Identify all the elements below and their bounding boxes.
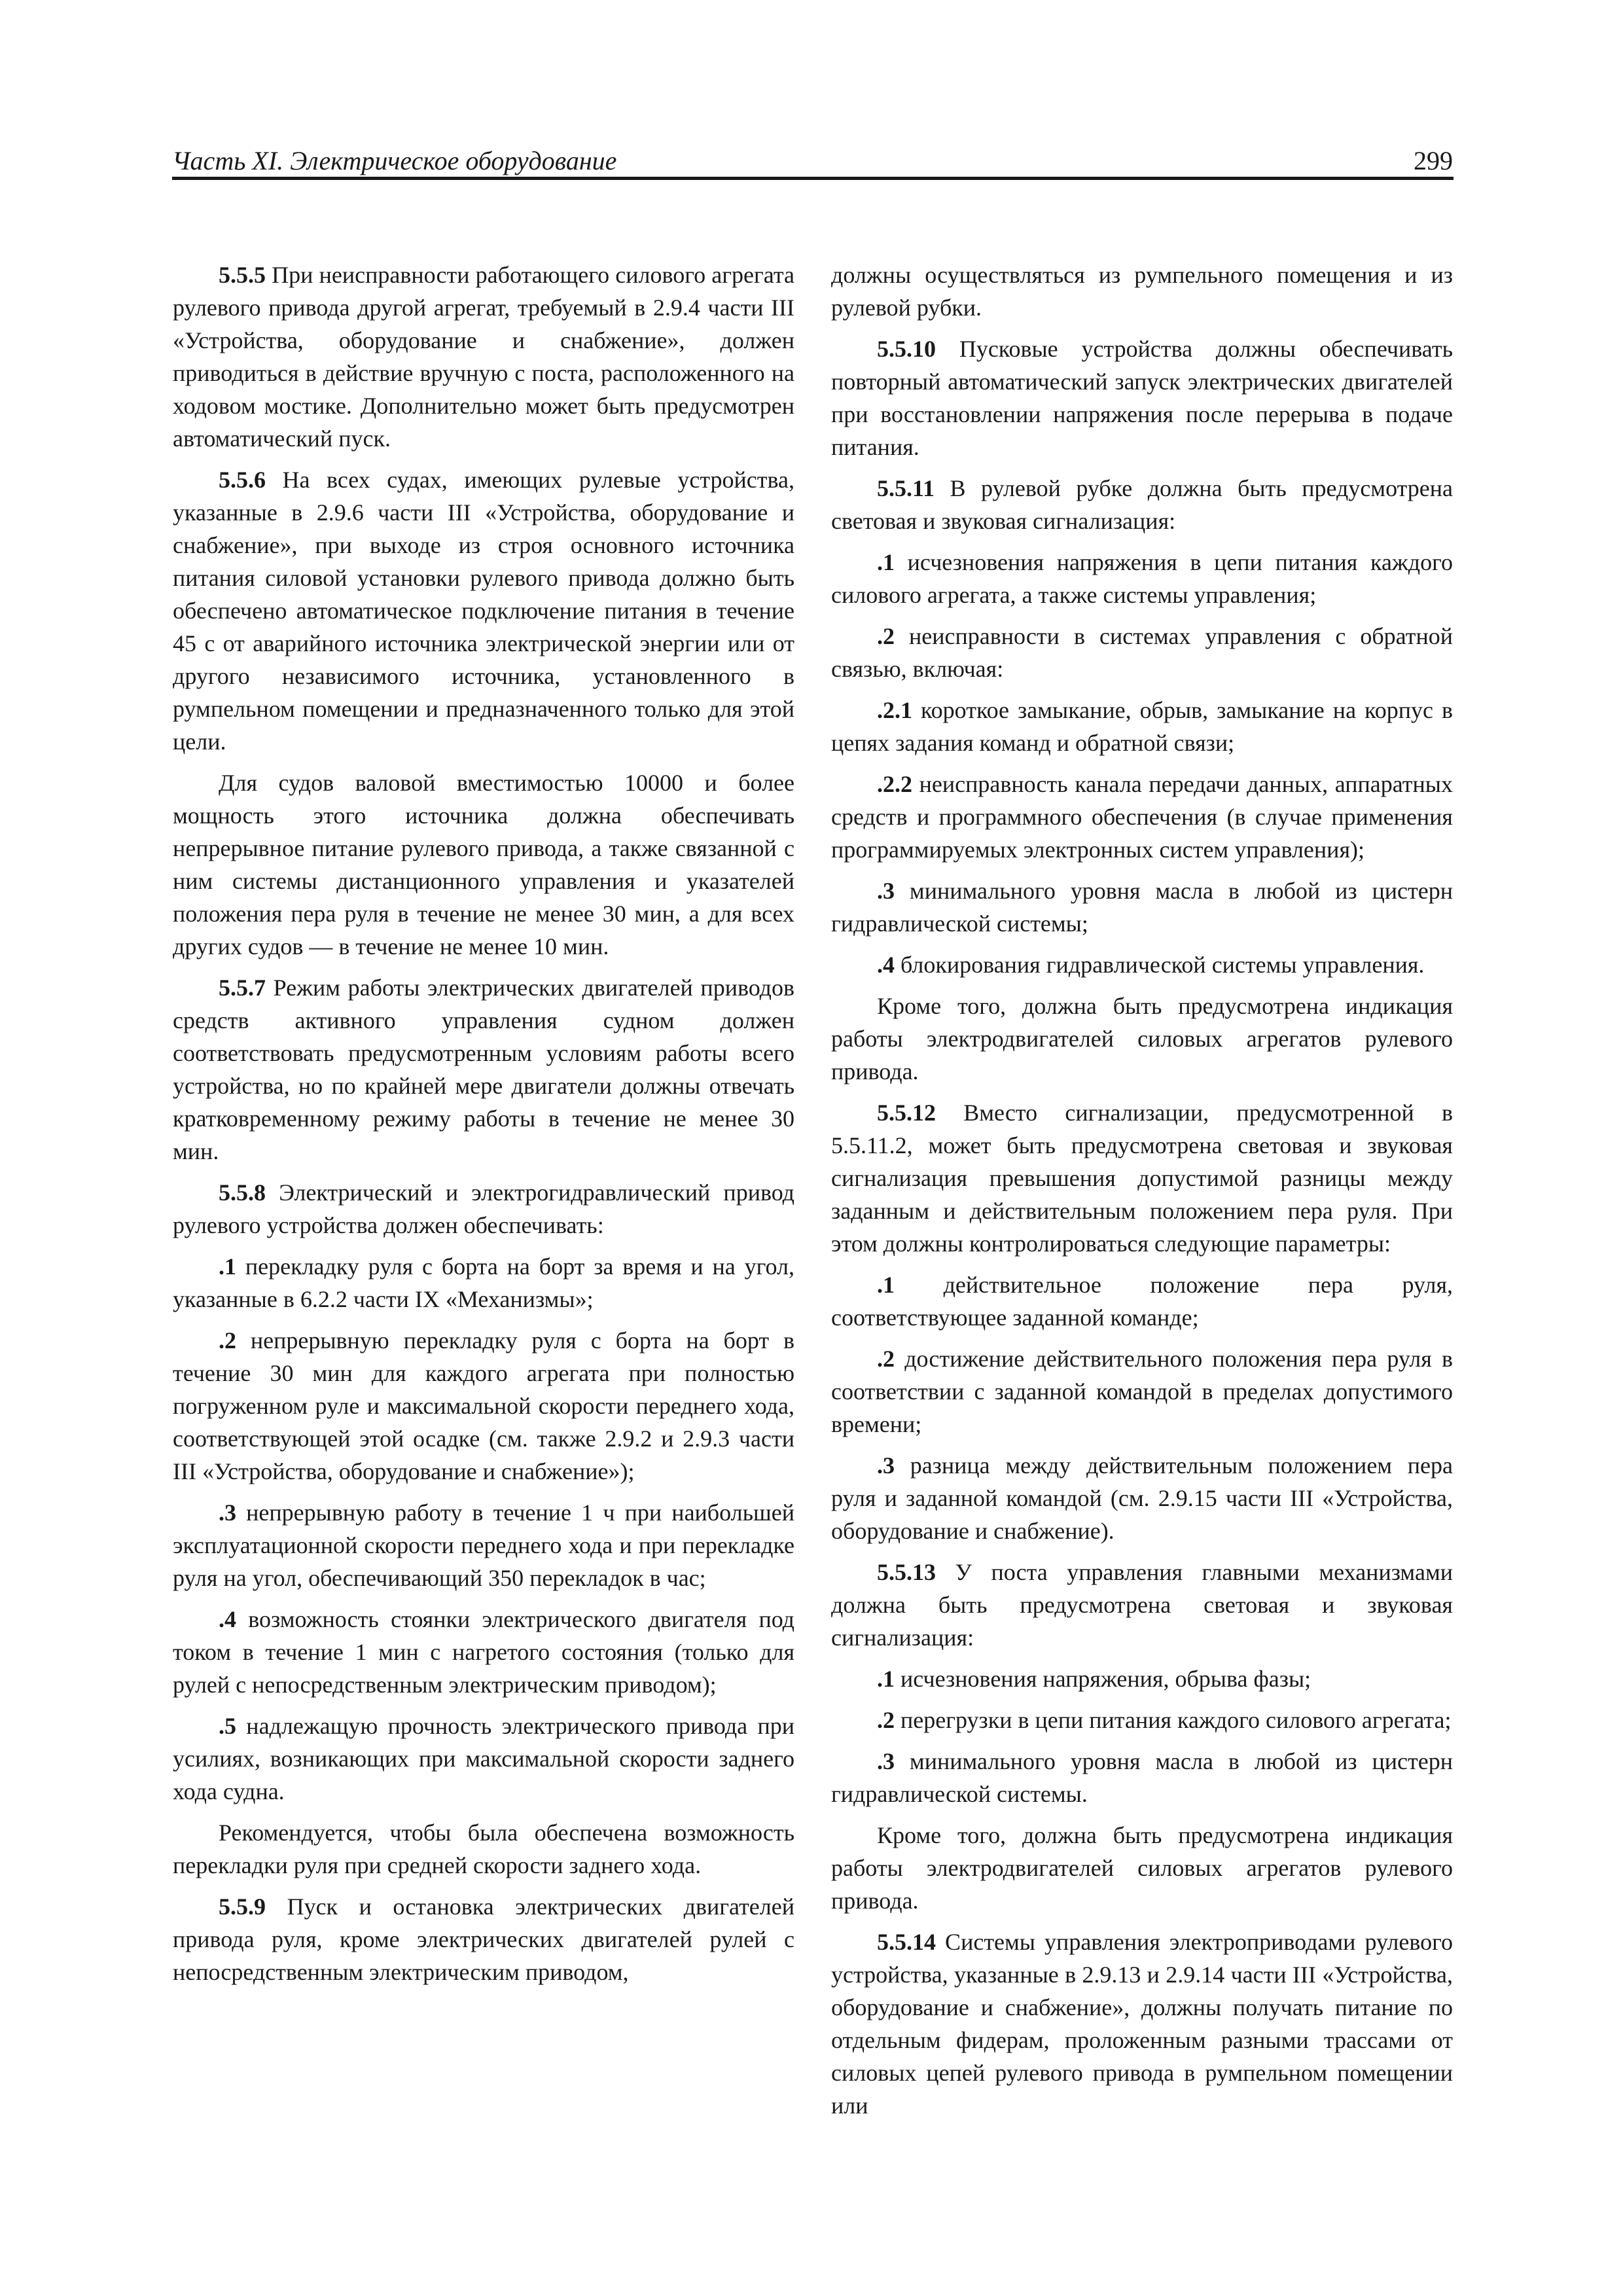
paragraph-text: Электрический и электрогидравлический привод рулевого устройства должен обеспечивать:	[173, 1179, 794, 1238]
clause-number: 5.5.6	[219, 467, 266, 493]
clause-number: 5.5.5	[219, 262, 266, 288]
clause-number: .2.1	[877, 697, 912, 723]
page-number: 299	[1414, 146, 1453, 175]
clause-number: 5.5.12	[877, 1100, 936, 1126]
left-text-column	[173, 259, 794, 1997]
paragraph-text: короткое замыкание, обрыв, замыкание на корпус в цепях задания команд и обратной связи;	[831, 697, 1453, 756]
paragraph-text: перекладку руля с борта на борт за время и на угол, указанные в 6.2.2 части IX «Механизмы»;	[173, 1253, 794, 1312]
paragraph	[173, 1710, 794, 1808]
paragraph-text: возможность стоянки электрического двигателя под током в течение 1 мин с нагретого состояния (только для рулей с непосредственным электрическим приводом);	[173, 1606, 794, 1698]
clause-number: .1	[219, 1253, 236, 1280]
paragraph-text: На всех судах, имеющих рулевые устройства, указанные в 2.9.6 части III «Устройства, оборудование и снабжение», при выходе из строя основного источника питания силовой установки рулевого привода должно быть обеспечено автоматическое подключение питания в течение 45 с от аварийного источника электрической энергии или от другого независимого источника, установленного в румпельном помещении и предназначенного только для этой цели.	[173, 467, 794, 755]
clause-number: 5.5.14	[877, 1929, 936, 1955]
clause-number: 5.5.13	[877, 1559, 936, 1585]
paragraph-text: разница между действительным положением пера руля и заданной командой (см. 2.9.15 части III «Устройства, оборудование и снабжение).	[831, 1452, 1453, 1544]
clause-number: .2	[877, 1346, 895, 1372]
clause-number: .2	[219, 1327, 236, 1354]
paragraph-text: Кроме того, должна быть предусмотрена индикация работы электродвигателей силовых агрегатов рулевого привода.	[831, 1822, 1453, 1914]
paragraph-text: действительное положение пера руля, соответствующее заданной команде;	[831, 1272, 1453, 1331]
clause-number: .3	[877, 1748, 895, 1774]
paragraph-text: минимального уровня масла в любой из цистерн гидравлической системы;	[831, 878, 1453, 937]
clause-number: .2	[877, 623, 895, 649]
paragraph	[831, 1342, 1453, 1441]
paragraph-text: перегрузки в цепи питания каждого силового агрегата;	[895, 1707, 1452, 1733]
paragraph	[831, 620, 1453, 685]
paragraph	[173, 1250, 794, 1316]
paragraph	[831, 1745, 1453, 1810]
paragraph-text: При неисправности работающего силового агрегата рулевого привода другой агрегат, требуемый в 2.9.4 части III «Устройства, оборудование и снабжение», должен приводиться в действие вручную с поста, расположенного на ходовом мостике. Дополнительно может быть предусмотрен автоматический пуск.	[173, 262, 794, 452]
paragraph-text: неисправности в системах управления с обратной связью, включая:	[831, 623, 1453, 682]
paragraph-text: Режим работы электрических двигателей приводов средств активного управления судном должен соответствовать предусмотренным условиям работы всего устройства, но по крайней мере двигатели должны отвечать кратковременному режиму работы в течение не менее 30 мин.	[173, 975, 794, 1164]
paragraph-text: исчезновения напряжения, обрыва фазы;	[895, 1666, 1311, 1692]
clause-number: .3	[877, 878, 895, 904]
paragraph-text: У поста управления главными механизмами должна быть предусмотрена световая и звуковая сигнализация:	[831, 1559, 1453, 1651]
paragraph-text: непрерывную работу в течение 1 ч при наибольшей эксплуатационной скорости переднего хода и при перекладке руля на угол, обеспечивающий 350 перекладок в час;	[173, 1499, 794, 1591]
clause-number: .5	[219, 1713, 236, 1739]
clause-number: 5.5.8	[219, 1179, 266, 1206]
clause-number: .1	[877, 549, 895, 575]
paragraph-text: надлежащую прочность электрического привода при усилиях, возникающих при максимальной скорости заднего хода судна.	[173, 1713, 794, 1804]
paragraph-text: непрерывную перекладку руля с борта на борт в течение 30 мин для каждого агрегата при полностью погруженном руле и максимальной скорости переднего хода, соответствующей этой осадке (см. также 2.9.2 и 2.9.3 части III «Устройства, оборудование и снабжение»);	[173, 1327, 794, 1484]
paragraph-text: Кроме того, должна быть предусмотрена индикация работы электродвигателей силовых агрегатов рулевого привода.	[831, 993, 1453, 1085]
clause-number: .4	[877, 952, 895, 978]
paragraph-text: достижение действительного положения пера руля в соответствии с заданной командой в пределах допустимого времени;	[831, 1346, 1453, 1437]
paragraph	[831, 472, 1453, 537]
paragraph	[831, 332, 1453, 463]
paragraph-text: блокирования гидравлической системы управления.	[895, 952, 1425, 978]
paragraph	[831, 1926, 1453, 2122]
paragraph	[831, 546, 1453, 611]
paragraph	[831, 259, 1453, 324]
paragraph	[831, 1704, 1453, 1736]
paragraph	[831, 874, 1453, 940]
paragraph	[173, 766, 794, 963]
clause-number: .1	[877, 1272, 895, 1298]
running-header-title: Часть XI. Электрическое оборудование	[172, 146, 617, 175]
clause-number: .1	[877, 1666, 895, 1692]
paragraph	[831, 694, 1453, 759]
clause-number: .2	[877, 1707, 895, 1733]
paragraph	[831, 1819, 1453, 1917]
clause-number: 5.5.10	[877, 336, 936, 362]
paragraph-text: В рулевой рубке должна быть предусмотрена световая и звуковая сигнализация:	[831, 475, 1453, 534]
clause-number: .2.2	[877, 771, 912, 797]
paragraph-text: минимального уровня масла в любой из цистерн гидравлической системы.	[831, 1748, 1453, 1807]
paragraph	[173, 1816, 794, 1882]
paragraph-text: Вместо сигнализации, предусмотренной в 5.5.11.2, может быть предусмотрена световая и звуковая сигнализация превышения допустимой разницы между заданным и действительным положением пера руля. При этом должны контролироваться следующие параметры:	[831, 1100, 1453, 1257]
paragraph-text: Для судов валовой вместимостью 10000 и более мощность этого источника должна обеспечивать непрерывное питание рулевого привода, а также связанной с ним системы дистанционного управления и указателей положения пера руля в течение не менее 30 мин, а для всех других судов — в течение не менее 10 мин.	[173, 770, 794, 960]
paragraph	[173, 1890, 794, 1988]
paragraph-text: исчезновения напряжения в цепи питания каждого силового агрегата, а также системы управления;	[831, 549, 1453, 608]
paragraph-text: Пуск и остановка электрических двигателей привода руля, кроме электрических двигателей рулей с непосредственным электрическим приводом,	[173, 1893, 794, 1985]
paragraph	[173, 1324, 794, 1488]
clause-number: .3	[877, 1452, 895, 1479]
paragraph	[173, 1496, 794, 1594]
paragraph	[831, 768, 1453, 866]
clause-number: 5.5.7	[219, 975, 266, 1001]
paragraph	[831, 1268, 1453, 1334]
paragraph-text: Рекомендуется, чтобы была обеспечена возможность перекладки руля при средней скорости заднего хода.	[173, 1820, 794, 1878]
paragraph	[831, 948, 1453, 981]
header-rule	[172, 177, 1454, 180]
paragraph	[831, 1662, 1453, 1695]
paragraph	[831, 990, 1453, 1088]
paragraph-text: Системы управления электроприводами рулевого устройства, указанные в 2.9.13 и 2.9.14 части III «Устройства, оборудование и снабжение», должны получать питание по отдельным фидерам, проложенным разными трассами от силовых цепей рулевого привода в румпельном помещении или	[831, 1929, 1453, 2119]
paragraph	[831, 1096, 1453, 1260]
right-text-column	[831, 259, 1453, 2130]
paragraph	[173, 1176, 794, 1242]
clause-number: 5.5.9	[219, 1893, 266, 1920]
paragraph	[173, 463, 794, 758]
paragraph-text: должны осуществляться из румпельного помещения и из рулевой рубки.	[831, 262, 1453, 321]
paragraph	[831, 1556, 1453, 1654]
paragraph	[173, 1603, 794, 1701]
paragraph	[173, 259, 794, 455]
paragraph-text: Пусковые устройства должны обеспечивать повторный автоматический запуск электрических двигателей при восстановлении напряжения после перерыва в подаче питания.	[831, 336, 1453, 460]
clause-number: .4	[219, 1606, 236, 1632]
clause-number: .3	[219, 1499, 236, 1526]
clause-number: 5.5.11	[877, 475, 935, 501]
paragraph	[173, 971, 794, 1168]
paragraph	[831, 1449, 1453, 1547]
paragraph-text: неисправность канала передачи данных, аппаратных средств и программного обеспечения (в случае применения программируемых электронных систем управления);	[831, 771, 1453, 863]
